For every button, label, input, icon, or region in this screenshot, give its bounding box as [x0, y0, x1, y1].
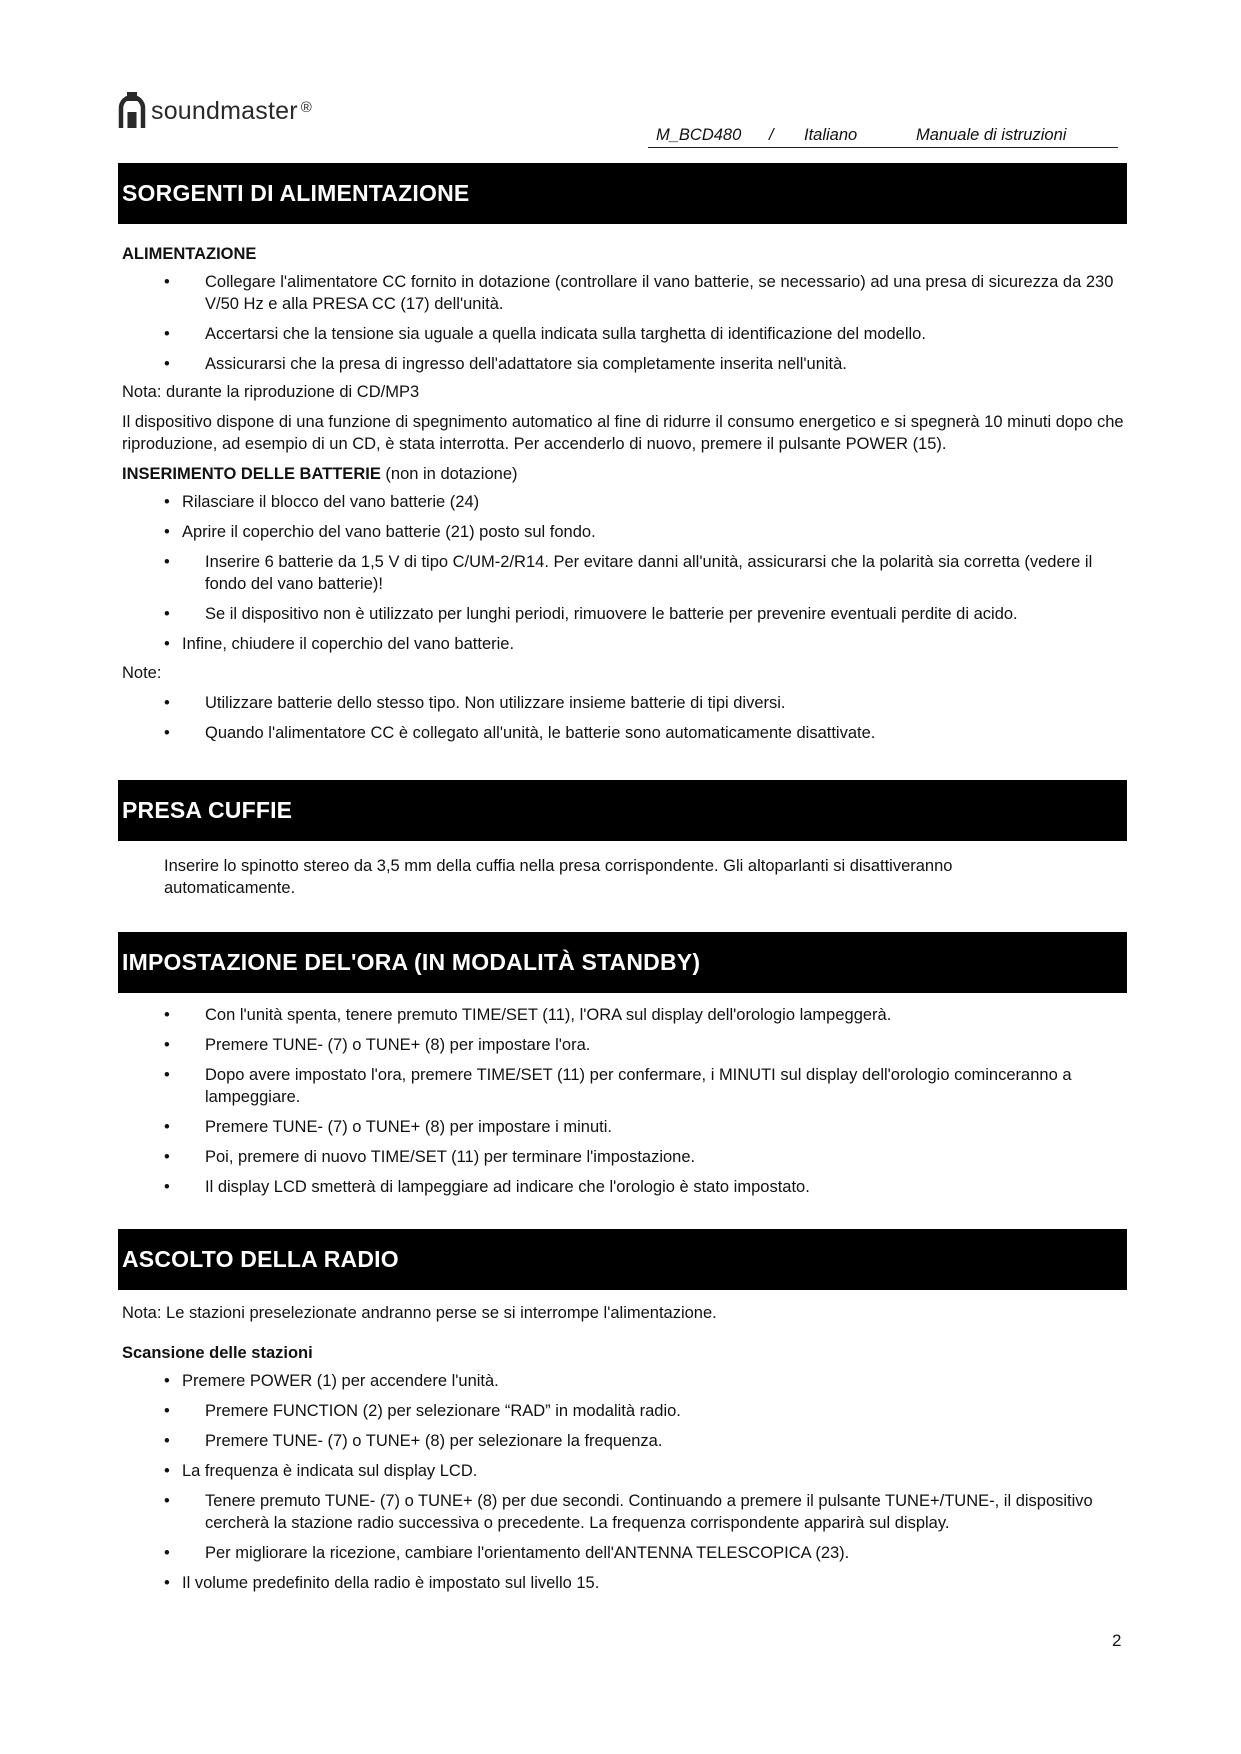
language-label: Italiano	[804, 126, 858, 144]
list-item: • Premere POWER (1) per accendere l'unità.	[164, 1372, 499, 1390]
manual-label: Manuale di istruzioni	[916, 126, 1067, 144]
headphones-content	[164, 855, 1014, 899]
bullet-icon: •	[164, 1492, 170, 1510]
page-number: 2	[1112, 1631, 1122, 1650]
brand-logo	[117, 86, 312, 130]
soundmaster-logo-icon	[117, 90, 147, 130]
list-item: • Il volume predefinito della radio è impostato sul livello 15.	[164, 1574, 600, 1592]
bullet-icon: •	[164, 635, 170, 653]
bullet-icon: •	[164, 273, 170, 291]
list-item: • Tenere premuto TUNE- (7) o TUNE+ (8) per due secondi. Continuando a premere il pulsante TUNE+/TUNE-, il dispositivo cercherà la stazione radio successiva o precedente. La frequenza corrispondente apparirà sul display.	[164, 1492, 1093, 1532]
power-list	[122, 271, 1127, 375]
bullet-icon: •	[164, 694, 170, 712]
list-item: • Dopo avere impostato l'ora, premere TIME/SET (11) per confermare, i MINUTI sul display dell'orologio cominceranno a lampeggiare.	[164, 1066, 1072, 1106]
brand-name: soundmaster	[151, 97, 298, 125]
list-item: • Accertarsi che la tensione sia uguale a quella indicata sulla targhetta di identificazione del modello.	[164, 325, 926, 343]
list-item: • Con l'unità spenta, tenere premuto TIME/SET (11), l'ORA sul display dell'orologio lampeggerà.	[164, 1006, 892, 1024]
headphones-paragraph: Inserire lo spinotto stereo da 3,5 mm della cuffia nella presa corrispondente. Gli altoparlanti si disattiveranno automaticamente.	[164, 857, 953, 897]
list-item: • Premere TUNE- (7) o TUNE+ (8) per impostare l'ora.	[164, 1036, 591, 1054]
auto-off-paragraph: Il dispositivo dispone di una funzione di spegnimento automatico al fine di ridurre il consumo energetico e si spegnerà 10 minuti dopo che riproduzione, ad esempio di un CD, è stata interrotta. Per accenderlo di nuovo, premere il pulsante POWER (15).	[122, 413, 1124, 453]
list-item: • Collegare l'alimentatore CC fornito in dotazione (controllare il vano batterie, se necessario) ad una presa di sicurezza da 230 V/50 Hz e alla PRESA CC (17) dell'unità.	[164, 273, 1114, 313]
list-item: • Per migliorare la ricezione, cambiare l'orientamento dell'ANTENNA TELESCOPICA (23).	[164, 1544, 850, 1562]
notes-label: Note:	[122, 664, 162, 682]
bullet-icon: •	[164, 1574, 170, 1592]
bullet-icon: •	[164, 1006, 170, 1024]
bullet-icon: •	[164, 1402, 170, 1420]
bullet-icon: •	[164, 523, 170, 541]
section-title-headphones: PRESA CUFFIE	[118, 780, 1127, 841]
list-item: • Premere FUNCTION (2) per selezionare “RAD” in modalità radio.	[164, 1402, 681, 1420]
registered-mark: ®	[300, 99, 312, 116]
notes-list	[122, 692, 1127, 744]
list-item: • La frequenza è indicata sul display LCD.	[164, 1462, 478, 1480]
radio-note: Nota: Le stazioni preselezionate andranno perse se si interrompe l'alimentazione.	[122, 1304, 717, 1322]
bullet-icon: •	[164, 493, 170, 511]
bullet-icon: •	[164, 605, 170, 623]
section-title-time: IMPOSTAZIONE DEL'ORA (IN MODALITÀ STANDBY)	[118, 932, 1127, 993]
bullet-icon: •	[164, 1178, 170, 1196]
document-header	[648, 124, 1118, 148]
radio-list	[122, 1370, 1127, 1594]
list-item: • Premere TUNE- (7) o TUNE+ (8) per impostare i minuti.	[164, 1118, 612, 1136]
radio-content	[122, 1302, 1127, 1594]
bullet-icon: •	[164, 1118, 170, 1136]
bullet-icon: •	[164, 1544, 170, 1562]
bullet-icon: •	[164, 553, 170, 571]
battery-subheading: INSERIMENTO DELLE BATTERIE (non in dotazione)	[122, 465, 518, 483]
list-item: • Il display LCD smetterà di lampeggiare ad indicare che l'orologio è stato impostato.	[164, 1178, 810, 1196]
time-content	[122, 1004, 1127, 1198]
time-list	[122, 1004, 1127, 1198]
cd-note: Nota: durante la riproduzione di CD/MP3	[122, 383, 420, 401]
list-item: • Aprire il coperchio del vano batterie (21) posto sul fondo.	[164, 523, 596, 541]
list-item: • Assicurarsi che la presa di ingresso dell'adattatore sia completamente inserita nell'unità.	[164, 355, 847, 373]
radio-subheading: Scansione delle stazioni	[122, 1344, 313, 1362]
list-item: • Rilasciare il blocco del vano batterie (24)	[164, 493, 480, 511]
list-item: • Utilizzare batterie dello stesso tipo. Non utilizzare insieme batterie di tipi diversi.	[164, 694, 786, 712]
bullet-icon: •	[164, 1372, 170, 1390]
bullet-icon: •	[164, 325, 170, 343]
list-item: • Infine, chiudere il coperchio del vano batterie.	[164, 635, 515, 653]
list-item: • Quando l'alimentatore CC è collegato all'unità, le batterie sono automaticamente disattivate.	[164, 724, 876, 742]
bullet-icon: •	[164, 1462, 170, 1480]
bullet-icon: •	[164, 1432, 170, 1450]
header-separator: /	[769, 126, 774, 144]
battery-list	[122, 491, 1127, 655]
section-title-power: SORGENTI DI ALIMENTAZIONE	[118, 163, 1127, 224]
list-item: • Inserire 6 batterie da 1,5 V di tipo C/UM-2/R14. Per evitare danni all'unità, assicurarsi che la polarità sia corretta (vedere il fondo del vano batterie)!	[164, 553, 1093, 593]
bullet-icon: •	[164, 1148, 170, 1166]
power-subheading: ALIMENTAZIONE	[122, 245, 257, 263]
model-code: M_BCD480	[656, 126, 742, 144]
list-item: • Poi, premere di nuovo TIME/SET (11) per terminare l'impostazione.	[164, 1148, 696, 1166]
bullet-icon: •	[164, 724, 170, 742]
list-item: • Premere TUNE- (7) o TUNE+ (8) per selezionare la frequenza.	[164, 1432, 663, 1450]
power-content	[122, 243, 1127, 744]
bullet-icon: •	[164, 355, 170, 373]
list-item: • Se il dispositivo non è utilizzato per lunghi periodi, rimuovere le batterie per prevenire eventuali perdite di acido.	[164, 605, 1018, 623]
section-title-radio: ASCOLTO DELLA RADIO	[118, 1229, 1127, 1290]
bullet-icon: •	[164, 1066, 170, 1084]
bullet-icon: •	[164, 1036, 170, 1054]
